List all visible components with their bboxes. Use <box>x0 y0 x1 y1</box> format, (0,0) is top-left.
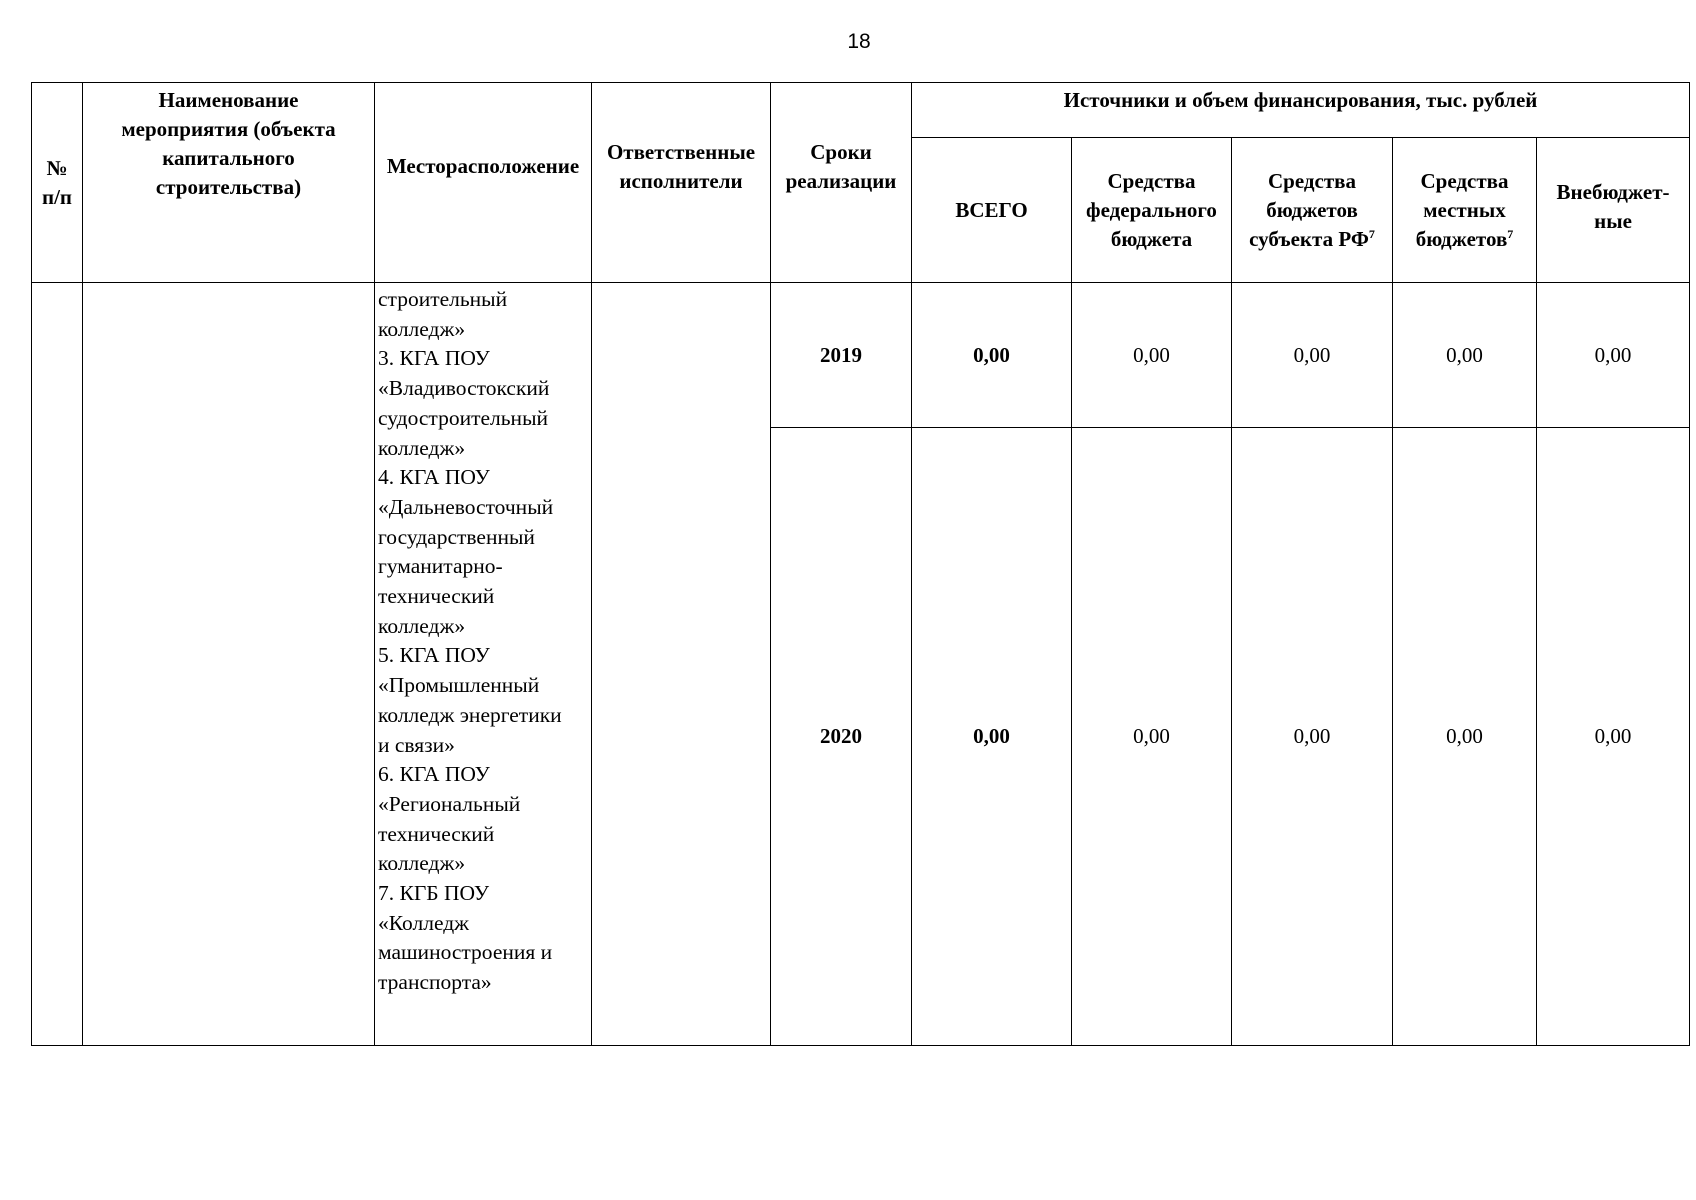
header-local: Средства местных бюджетов$^7$ <box>1393 138 1537 283</box>
cell-federal: 0,00 <box>1072 283 1232 428</box>
header-responsible: Ответственные исполнители <box>592 83 771 283</box>
cell-subject: 0,00 <box>1232 283 1393 428</box>
header-number: № п/п <box>32 83 83 283</box>
cell-extrabudget: 0,00 <box>1537 283 1690 428</box>
table-row-2019 <box>32 283 1690 428</box>
cell-responsible <box>592 283 771 1046</box>
cell-local: 0,00 <box>1393 428 1537 1046</box>
cell-location: строительный колледж» 3. КГА ПОУ «Владивостокский судостроительный колледж» 4. КГА ПОУ «Дальневосточный государственный гуманитарно- технический колледж» 5. КГА ПОУ «Промышленный колледж энергетики и связи» 6. КГА ПОУ «Региональный технический колледж» 7. КГБ ПОУ «Колледж машиностроения и транспорта» <box>375 283 592 1046</box>
cell-subject: 0,00 <box>1232 428 1393 1046</box>
cell-local: 0,00 <box>1393 283 1537 428</box>
header-total: ВСЕГО <box>912 138 1072 283</box>
page-number: 18 <box>847 30 871 53</box>
cell-extrabudget: 0,00 <box>1537 428 1690 1046</box>
cell-number <box>32 283 83 1046</box>
cell-federal: 0,00 <box>1072 428 1232 1046</box>
header-extrabudget: Внебюджет- ные <box>1537 138 1690 283</box>
cell-measure-name <box>83 283 375 1046</box>
cell-year: 2019 <box>771 283 912 428</box>
cell-total: 0,00 <box>912 428 1072 1046</box>
header-subject: Средства бюджетов субъекта $РФ^7$ <box>1232 138 1393 283</box>
header-federal: Средства федерального бюджета <box>1072 138 1232 283</box>
table-header <box>32 83 1690 283</box>
header-measure-name: Наименование мероприятия (объекта капитального строительства) <box>83 83 375 283</box>
cell-year: 2020 <box>771 428 912 1046</box>
header-terms: Сроки реализации <box>771 83 912 283</box>
header-location: Месторасположение <box>375 83 592 283</box>
financing-table <box>31 82 1690 1046</box>
header-financing: Источники и объем финансирования, тыс. рублей <box>912 83 1690 138</box>
cell-total: 0,00 <box>912 283 1072 428</box>
